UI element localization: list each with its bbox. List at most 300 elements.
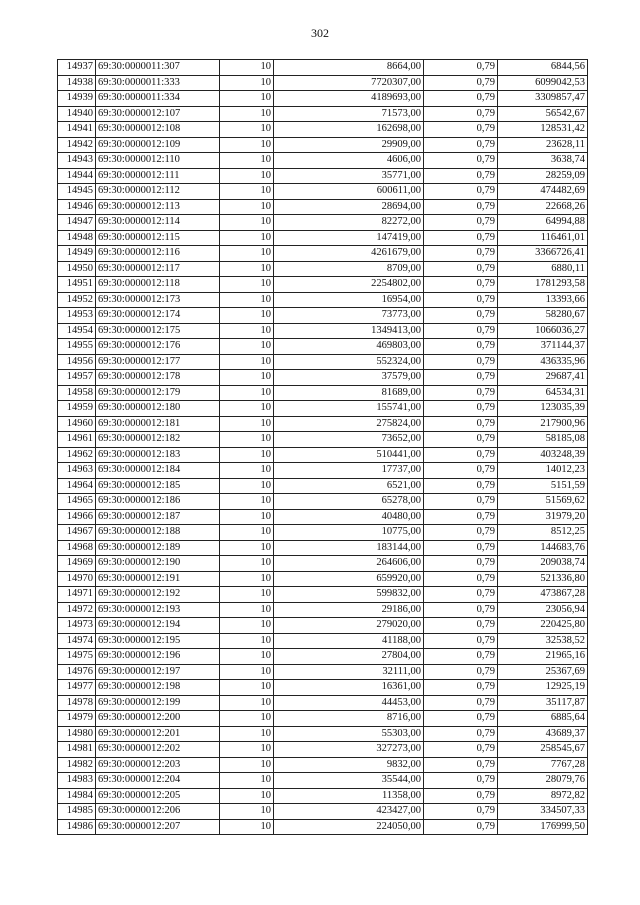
class-cell: 10 [220, 60, 274, 76]
area-cell: 27804,00 [274, 649, 424, 665]
class-cell: 10 [220, 122, 274, 138]
area-cell: 8716,00 [274, 711, 424, 727]
value-cell: 1066036,27 [498, 323, 588, 339]
area-cell: 183144,00 [274, 540, 424, 556]
cadastral-number-cell: 69:30:0000012:116 [96, 246, 220, 262]
row-number-cell: 14983 [58, 773, 96, 789]
row-number-cell: 14948 [58, 230, 96, 246]
class-cell: 10 [220, 788, 274, 804]
row-number-cell: 14981 [58, 742, 96, 758]
value-cell: 64994,88 [498, 215, 588, 231]
area-cell: 155741,00 [274, 401, 424, 417]
row-number-cell: 14969 [58, 556, 96, 572]
coefficient-cell: 0,79 [424, 246, 498, 262]
table-row [58, 308, 588, 324]
table-row [58, 773, 588, 789]
table-row [58, 246, 588, 262]
row-number-cell: 14950 [58, 261, 96, 277]
coefficient-cell: 0,79 [424, 277, 498, 293]
row-number-cell: 14938 [58, 75, 96, 91]
cadastral-number-cell: 69:30:0000012:203 [96, 757, 220, 773]
class-cell: 10 [220, 230, 274, 246]
value-cell: 58185,08 [498, 432, 588, 448]
class-cell: 10 [220, 106, 274, 122]
coefficient-cell: 0,79 [424, 292, 498, 308]
coefficient-cell: 0,79 [424, 199, 498, 215]
class-cell: 10 [220, 618, 274, 634]
value-cell: 22668,26 [498, 199, 588, 215]
area-cell: 162698,00 [274, 122, 424, 138]
value-cell: 6885,64 [498, 711, 588, 727]
class-cell: 10 [220, 478, 274, 494]
class-cell: 10 [220, 339, 274, 355]
cadastral-number-cell: 69:30:0000012:185 [96, 478, 220, 494]
value-cell: 23056,94 [498, 602, 588, 618]
area-cell: 600611,00 [274, 184, 424, 200]
table-row [58, 680, 588, 696]
value-cell: 56542,67 [498, 106, 588, 122]
cadastral-number-cell: 69:30:0000012:176 [96, 339, 220, 355]
class-cell: 10 [220, 664, 274, 680]
row-number-cell: 14979 [58, 711, 96, 727]
area-cell: 224050,00 [274, 819, 424, 835]
table-row [58, 168, 588, 184]
value-cell: 371144,37 [498, 339, 588, 355]
area-cell: 29909,00 [274, 137, 424, 153]
table-body [58, 60, 588, 835]
cadastral-number-cell: 69:30:0000011:307 [96, 60, 220, 76]
class-cell: 10 [220, 773, 274, 789]
row-number-cell: 14964 [58, 478, 96, 494]
class-cell: 10 [220, 540, 274, 556]
value-cell: 58280,67 [498, 308, 588, 324]
table-row [58, 401, 588, 417]
area-cell: 659920,00 [274, 571, 424, 587]
table-row [58, 385, 588, 401]
row-number-cell: 14971 [58, 587, 96, 603]
row-number-cell: 14940 [58, 106, 96, 122]
area-cell: 40480,00 [274, 509, 424, 525]
row-number-cell: 14960 [58, 416, 96, 432]
table-row [58, 804, 588, 820]
coefficient-cell: 0,79 [424, 633, 498, 649]
row-number-cell: 14954 [58, 323, 96, 339]
row-number-cell: 14956 [58, 354, 96, 370]
area-cell: 65278,00 [274, 494, 424, 510]
coefficient-cell: 0,79 [424, 711, 498, 727]
row-number-cell: 14973 [58, 618, 96, 634]
value-cell: 28259,09 [498, 168, 588, 184]
cadastral-number-cell: 69:30:0000012:196 [96, 649, 220, 665]
area-cell: 11358,00 [274, 788, 424, 804]
class-cell: 10 [220, 261, 274, 277]
area-cell: 17737,00 [274, 463, 424, 479]
coefficient-cell: 0,79 [424, 215, 498, 231]
area-cell: 37579,00 [274, 370, 424, 386]
row-number-cell: 14949 [58, 246, 96, 262]
area-cell: 8664,00 [274, 60, 424, 76]
row-number-cell: 14955 [58, 339, 96, 355]
table-row [58, 571, 588, 587]
value-cell: 12925,19 [498, 680, 588, 696]
row-number-cell: 14961 [58, 432, 96, 448]
value-cell: 14012,23 [498, 463, 588, 479]
table-row [58, 447, 588, 463]
value-cell: 1781293,58 [498, 277, 588, 293]
row-number-cell: 14951 [58, 277, 96, 293]
coefficient-cell: 0,79 [424, 230, 498, 246]
coefficient-cell: 0,79 [424, 726, 498, 742]
cadastral-number-cell: 69:30:0000012:192 [96, 587, 220, 603]
value-cell: 8972,82 [498, 788, 588, 804]
table-row [58, 215, 588, 231]
cadastral-number-cell: 69:30:0000012:181 [96, 416, 220, 432]
row-number-cell: 14978 [58, 695, 96, 711]
cadastral-number-cell: 69:30:0000012:175 [96, 323, 220, 339]
table-row [58, 354, 588, 370]
table-row [58, 757, 588, 773]
table-row [58, 230, 588, 246]
row-number-cell: 14946 [58, 199, 96, 215]
row-number-cell: 14980 [58, 726, 96, 742]
coefficient-cell: 0,79 [424, 695, 498, 711]
table-row [58, 122, 588, 138]
row-number-cell: 14945 [58, 184, 96, 200]
area-cell: 279020,00 [274, 618, 424, 634]
value-cell: 6099042,53 [498, 75, 588, 91]
class-cell: 10 [220, 633, 274, 649]
value-cell: 436335,96 [498, 354, 588, 370]
cadastral-number-cell: 69:30:0000012:118 [96, 277, 220, 293]
coefficient-cell: 0,79 [424, 354, 498, 370]
value-cell: 258545,67 [498, 742, 588, 758]
table-row [58, 525, 588, 541]
row-number-cell: 14957 [58, 370, 96, 386]
coefficient-cell: 0,79 [424, 804, 498, 820]
class-cell: 10 [220, 525, 274, 541]
area-cell: 4606,00 [274, 153, 424, 169]
table-row [58, 184, 588, 200]
coefficient-cell: 0,79 [424, 370, 498, 386]
coefficient-cell: 0,79 [424, 618, 498, 634]
class-cell: 10 [220, 556, 274, 572]
class-cell: 10 [220, 447, 274, 463]
coefficient-cell: 0,79 [424, 556, 498, 572]
class-cell: 10 [220, 199, 274, 215]
table-row [58, 463, 588, 479]
cadastral-number-cell: 69:30:0000012:204 [96, 773, 220, 789]
value-cell: 43689,37 [498, 726, 588, 742]
cadastral-number-cell: 69:30:0000011:333 [96, 75, 220, 91]
value-cell: 220425,80 [498, 618, 588, 634]
cadastral-number-cell: 69:30:0000012:197 [96, 664, 220, 680]
class-cell: 10 [220, 726, 274, 742]
cadastral-number-cell: 69:30:0000012:178 [96, 370, 220, 386]
coefficient-cell: 0,79 [424, 478, 498, 494]
cadastral-number-cell: 69:30:0000012:193 [96, 602, 220, 618]
cadastral-number-cell: 69:30:0000012:107 [96, 106, 220, 122]
cadastral-number-cell: 69:30:0000012:180 [96, 401, 220, 417]
area-cell: 423427,00 [274, 804, 424, 820]
value-cell: 128531,42 [498, 122, 588, 138]
row-number-cell: 14967 [58, 525, 96, 541]
class-cell: 10 [220, 354, 274, 370]
cadastral-number-cell: 69:30:0000012:195 [96, 633, 220, 649]
row-number-cell: 14952 [58, 292, 96, 308]
coefficient-cell: 0,79 [424, 664, 498, 680]
cadastral-number-cell: 69:30:0000012:198 [96, 680, 220, 696]
row-number-cell: 14984 [58, 788, 96, 804]
value-cell: 23628,11 [498, 137, 588, 153]
table-row [58, 649, 588, 665]
table-row [58, 819, 588, 835]
table-row [58, 695, 588, 711]
area-cell: 29186,00 [274, 602, 424, 618]
table-row [58, 494, 588, 510]
area-cell: 35771,00 [274, 168, 424, 184]
class-cell: 10 [220, 168, 274, 184]
area-cell: 28694,00 [274, 199, 424, 215]
coefficient-cell: 0,79 [424, 339, 498, 355]
value-cell: 521336,80 [498, 571, 588, 587]
value-cell: 7767,28 [498, 757, 588, 773]
coefficient-cell: 0,79 [424, 680, 498, 696]
cadastral-number-cell: 69:30:0000012:200 [96, 711, 220, 727]
value-cell: 3366726,41 [498, 246, 588, 262]
area-cell: 510441,00 [274, 447, 424, 463]
cadastral-number-cell: 69:30:0000012:187 [96, 509, 220, 525]
value-cell: 29687,41 [498, 370, 588, 386]
coefficient-cell: 0,79 [424, 571, 498, 587]
cadastral-number-cell: 69:30:0000012:110 [96, 153, 220, 169]
class-cell: 10 [220, 649, 274, 665]
class-cell: 10 [220, 695, 274, 711]
area-cell: 2254802,00 [274, 277, 424, 293]
value-cell: 21965,16 [498, 649, 588, 665]
row-number-cell: 14939 [58, 91, 96, 107]
row-number-cell: 14986 [58, 819, 96, 835]
table-row [58, 788, 588, 804]
value-cell: 6880,11 [498, 261, 588, 277]
cadastral-number-cell: 69:30:0000012:201 [96, 726, 220, 742]
cadastral-number-cell: 69:30:0000012:111 [96, 168, 220, 184]
class-cell: 10 [220, 292, 274, 308]
class-cell: 10 [220, 370, 274, 386]
table-row [58, 711, 588, 727]
row-number-cell: 14962 [58, 447, 96, 463]
class-cell: 10 [220, 680, 274, 696]
area-cell: 469803,00 [274, 339, 424, 355]
value-cell: 334507,33 [498, 804, 588, 820]
table-row [58, 370, 588, 386]
row-number-cell: 14963 [58, 463, 96, 479]
coefficient-cell: 0,79 [424, 184, 498, 200]
area-cell: 264606,00 [274, 556, 424, 572]
cadastral-number-cell: 69:30:0000011:334 [96, 91, 220, 107]
table-row [58, 277, 588, 293]
area-cell: 73773,00 [274, 308, 424, 324]
cadastral-number-cell: 69:30:0000012:174 [96, 308, 220, 324]
coefficient-cell: 0,79 [424, 463, 498, 479]
class-cell: 10 [220, 91, 274, 107]
table-row [58, 323, 588, 339]
coefficient-cell: 0,79 [424, 757, 498, 773]
value-cell: 6844,56 [498, 60, 588, 76]
area-cell: 1349413,00 [274, 323, 424, 339]
class-cell: 10 [220, 137, 274, 153]
cadastral-number-cell: 69:30:0000012:194 [96, 618, 220, 634]
value-cell: 32538,52 [498, 633, 588, 649]
value-cell: 28079,76 [498, 773, 588, 789]
area-cell: 16954,00 [274, 292, 424, 308]
row-number-cell: 14941 [58, 122, 96, 138]
row-number-cell: 14970 [58, 571, 96, 587]
class-cell: 10 [220, 742, 274, 758]
class-cell: 10 [220, 804, 274, 820]
cadastral-number-cell: 69:30:0000012:183 [96, 447, 220, 463]
area-cell: 73652,00 [274, 432, 424, 448]
area-cell: 147419,00 [274, 230, 424, 246]
table-row [58, 261, 588, 277]
area-cell: 10775,00 [274, 525, 424, 541]
value-cell: 8512,25 [498, 525, 588, 541]
table-row [58, 91, 588, 107]
coefficient-cell: 0,79 [424, 742, 498, 758]
cadastral-number-cell: 69:30:0000012:117 [96, 261, 220, 277]
value-cell: 31979,20 [498, 509, 588, 525]
row-number-cell: 14966 [58, 509, 96, 525]
coefficient-cell: 0,79 [424, 788, 498, 804]
class-cell: 10 [220, 509, 274, 525]
value-cell: 13393,66 [498, 292, 588, 308]
value-cell: 209038,74 [498, 556, 588, 572]
cadastral-number-cell: 69:30:0000012:205 [96, 788, 220, 804]
table-row [58, 75, 588, 91]
coefficient-cell: 0,79 [424, 540, 498, 556]
cadastral-value-table [57, 59, 588, 835]
table-row [58, 432, 588, 448]
row-number-cell: 14959 [58, 401, 96, 417]
table-row [58, 587, 588, 603]
cadastral-number-cell: 69:30:0000012:113 [96, 199, 220, 215]
coefficient-cell: 0,79 [424, 261, 498, 277]
table-row [58, 416, 588, 432]
table-row [58, 618, 588, 634]
row-number-cell: 14947 [58, 215, 96, 231]
row-number-cell: 14975 [58, 649, 96, 665]
class-cell: 10 [220, 711, 274, 727]
cadastral-number-cell: 69:30:0000012:115 [96, 230, 220, 246]
cadastral-number-cell: 69:30:0000012:177 [96, 354, 220, 370]
value-cell: 474482,69 [498, 184, 588, 200]
row-number-cell: 14953 [58, 308, 96, 324]
coefficient-cell: 0,79 [424, 168, 498, 184]
class-cell: 10 [220, 153, 274, 169]
table-row [58, 509, 588, 525]
class-cell: 10 [220, 323, 274, 339]
value-cell: 116461,01 [498, 230, 588, 246]
table-row [58, 153, 588, 169]
row-number-cell: 14968 [58, 540, 96, 556]
area-cell: 71573,00 [274, 106, 424, 122]
row-number-cell: 14972 [58, 602, 96, 618]
cadastral-number-cell: 69:30:0000012:108 [96, 122, 220, 138]
class-cell: 10 [220, 401, 274, 417]
cadastral-number-cell: 69:30:0000012:114 [96, 215, 220, 231]
row-number-cell: 14942 [58, 137, 96, 153]
coefficient-cell: 0,79 [424, 122, 498, 138]
cadastral-number-cell: 69:30:0000012:188 [96, 525, 220, 541]
class-cell: 10 [220, 277, 274, 293]
area-cell: 9832,00 [274, 757, 424, 773]
table-row [58, 726, 588, 742]
row-number-cell: 14965 [58, 494, 96, 510]
class-cell: 10 [220, 416, 274, 432]
table-row [58, 664, 588, 680]
cadastral-number-cell: 69:30:0000012:182 [96, 432, 220, 448]
page-number: 302 [311, 26, 329, 40]
coefficient-cell: 0,79 [424, 525, 498, 541]
value-cell: 3309857,47 [498, 91, 588, 107]
coefficient-cell: 0,79 [424, 649, 498, 665]
row-number-cell: 14976 [58, 664, 96, 680]
area-cell: 82272,00 [274, 215, 424, 231]
coefficient-cell: 0,79 [424, 323, 498, 339]
cadastral-number-cell: 69:30:0000012:191 [96, 571, 220, 587]
class-cell: 10 [220, 602, 274, 618]
class-cell: 10 [220, 385, 274, 401]
value-cell: 403248,39 [498, 447, 588, 463]
cadastral-number-cell: 69:30:0000012:109 [96, 137, 220, 153]
cadastral-number-cell: 69:30:0000012:112 [96, 184, 220, 200]
table-row [58, 199, 588, 215]
class-cell: 10 [220, 819, 274, 835]
table-row [58, 556, 588, 572]
coefficient-cell: 0,79 [424, 416, 498, 432]
value-cell: 64534,31 [498, 385, 588, 401]
coefficient-cell: 0,79 [424, 106, 498, 122]
area-cell: 32111,00 [274, 664, 424, 680]
class-cell: 10 [220, 494, 274, 510]
row-number-cell: 14985 [58, 804, 96, 820]
coefficient-cell: 0,79 [424, 60, 498, 76]
class-cell: 10 [220, 463, 274, 479]
value-cell: 35117,87 [498, 695, 588, 711]
coefficient-cell: 0,79 [424, 91, 498, 107]
class-cell: 10 [220, 184, 274, 200]
cadastral-number-cell: 69:30:0000012:207 [96, 819, 220, 835]
value-cell: 51569,62 [498, 494, 588, 510]
area-cell: 35544,00 [274, 773, 424, 789]
row-number-cell: 14943 [58, 153, 96, 169]
coefficient-cell: 0,79 [424, 509, 498, 525]
coefficient-cell: 0,79 [424, 308, 498, 324]
value-cell: 25367,69 [498, 664, 588, 680]
value-cell: 176999,50 [498, 819, 588, 835]
table-row [58, 540, 588, 556]
row-number-cell: 14974 [58, 633, 96, 649]
coefficient-cell: 0,79 [424, 137, 498, 153]
area-cell: 81689,00 [274, 385, 424, 401]
coefficient-cell: 0,79 [424, 602, 498, 618]
coefficient-cell: 0,79 [424, 401, 498, 417]
class-cell: 10 [220, 587, 274, 603]
class-cell: 10 [220, 308, 274, 324]
coefficient-cell: 0,79 [424, 432, 498, 448]
row-number-cell: 14982 [58, 757, 96, 773]
area-cell: 599832,00 [274, 587, 424, 603]
table-row [58, 60, 588, 76]
